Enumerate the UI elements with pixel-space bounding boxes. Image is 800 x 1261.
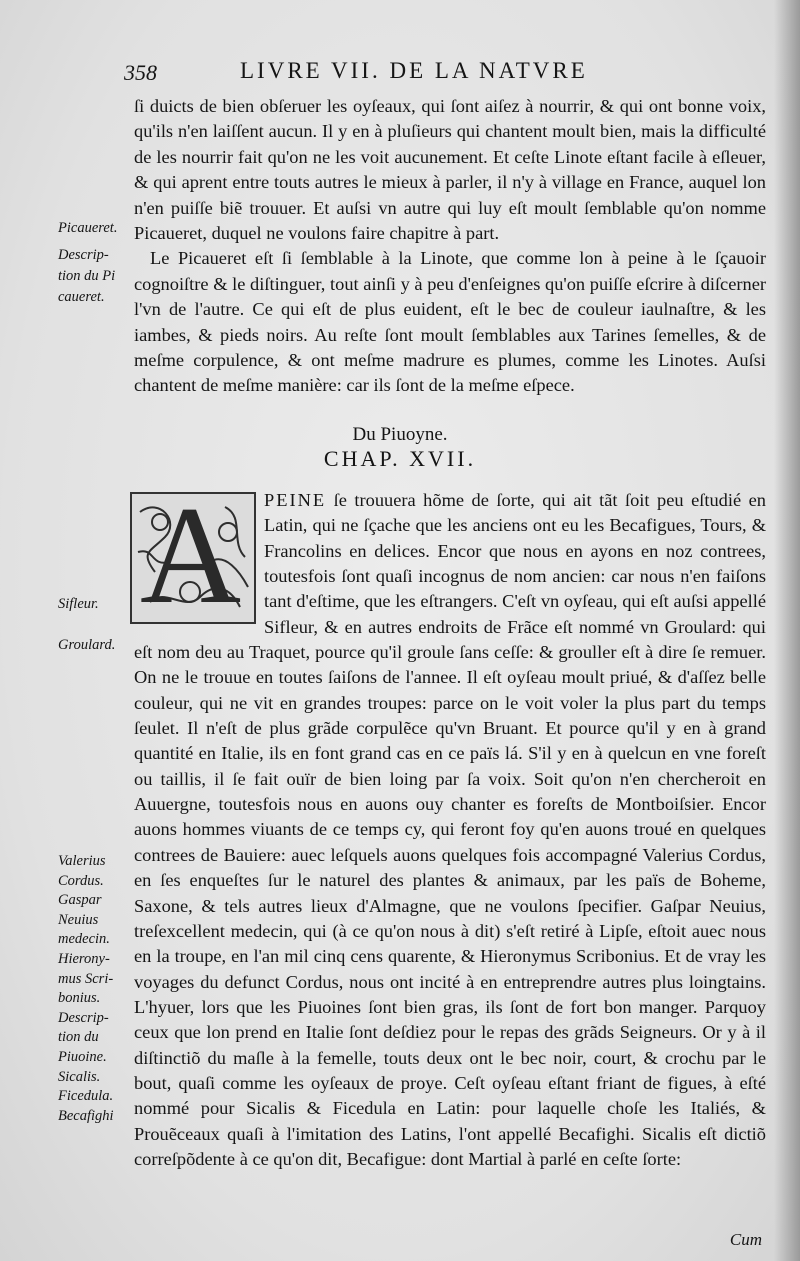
main-text-top [134,94,766,399]
page-edge-shadow [774,0,800,1261]
margin-note-line: tion du [58,1029,99,1046]
margin-note-line: Gaspar [58,892,102,909]
margin-note-sifleur [58,594,132,615]
margin-note-line: medecin. [58,931,110,948]
paragraph-picaueret: Le Picaueret eſt ſi ſemblable à la Linote, que comme lon à peine à le ſçauoir cognoiſtre & le diſtinguer, tout ainſi y à peu d'enſeignes qu'on puiſſe eſcrire à diſcerner l'vn de l'autre. Ce qui eſt de plus euident, eſt le bec de couleur iaulnaſtre, & les iambes, & pieds noirs. Au reſte ſont moult ſemblables aux Tarines ſemelles, & de meſme corpulence, & ont meſme madrure es plumes, comme les Linotes. Auſsi chantent de meſme manière: car ils ſont de la meſme eſpece. [134,248,766,396]
margin-note-line: Descrip- [58,1009,109,1026]
margin-note-line: Sicalis. [58,1068,101,1085]
running-title: LIVRE VII. DE LA NATVRE [240,58,588,83]
margin-note-line: Descrip- [58,247,109,263]
margin-note-line: Becafighi [58,1107,114,1124]
margin-note-line: Neuius [58,911,99,928]
margin-note-line: Groulard. [58,637,116,653]
paragraph-linote: ſi duicts de bien obſeruer les oyſeaux, qui ſont aiſez à nourrir, & qui ont bonne voix, qu'ils n'en laiſſent aucun. Il y en à pluſieurs qui chantent moult bien, mais la difficulté de les nourrir fait qu'on ne les voit aucunement. Et ceſte Linote eſtant facile à eſleuer, & qui aprent entre touts autres le mieux à parler, il n'y à village en France, auquel lon n'en puiſſe biẽ trouuer. Et auſsi vn autre qui luy eſt moult ſemblable qu'on nomme Picaueret, duquel ne voulons faire chapitre à part. [134,96,766,244]
chapter-body-text: ſe trouuera hõme de ſorte, qui ait tãt ſoit peu eſtudié en Latin, qui ne ſçache que les anciens ont eu les Becafigues, Tours, & Francolins en delices. Encor que nous en ayons en noz contrees, toutesfois ſont quaſi incognus de nom ancien: car nous n'en faiſons tant d'eſtime, que les eſtrangers. C'eſt vn oyſeau, qui eſt auſsi appellé Sifleur, & en autres endroits de Frãce eſt nommé vn Groulard: qui eſt nom deu au Traquet, pource qu'il groule ſans ceſſe: & grouller eſt à dire ſe remuer. On ne le trouue en toutes ſaiſons de l'annee. Il eſt oyſeau moult priué, & d'aſſez belle couleur, qui ne vit en grandes troupes: parce on le voit voler la plus part du temps ſeulet. Il n'eſt de plus grãde corpulẽce qu'vn Bruant. Et pource qu'il y en à grand quantité en Italie, ils en font grand cas en ce païs lá. S'il y en à quelcun en vne foreſt ou taillis, il ſe fait ouïr de bien loing par ſa voix. Soit qu'on n'en chercheroit en Auuergne, toutesfois nous en auons ouy chanter es foreſts de Montboiſsier. Encor auons hommes viuants de ce temps cy, qui feront foy qu'en auons troué en quelques contrees de Bauiere: auec leſquels auons quelques fois accompagné Valerius Cordus, en ſes enqueſtes ſur le naturel des plantes & animaux, par les païs de Boheme, Saxone, & tels autres lieux d'Almagne, que ne voulons ſpecifier. Gaſpar Neuius, treſexcellent medecin, qui (à ce qu'on nous à dit) s'eſt retiré à Lipſe, eſtoit auec nous en la troupe, en l'an mil cinq cens quarente, & Hieronymus Scribonius. Et de vray les voyages du defunct Cordus, nous ont incité à en entreprendre autres plus loingtains. L'hyuer, lors que les Piuoines ſont bien gras, ils ſont de fort bon manger. Parquoy ceux que lon prend en Italie ſont deſdiez pour le repas des grãds Seigneurs. Or y à il diſtinctiõ du maſle à la femelle, touts deux ont le bec noir, court, & crochu par le bout, quaſi comme les oyſeaux de proye. Ceſt oyſeau eſtant friant de figues, à eſté nommé pour Sicalis & Ficedula en Latin: pour laquelle choſe les Italiés, & Prouẽceaux quaſi à l'imitation des Latins, l'ont appellé Becafighi. Sicalis eſt dictiõ correſpõdente à ce qu'on dit, Becafigue: dont Martial à parlé en ceſte ſorte: [134,490,766,1169]
chapter-body [134,478,766,1172]
chapter-heading: CHAP. XVII. [323,446,477,471]
margin-note-line: Cordus. [58,872,104,889]
page-header [120,56,760,90]
dropcap-letter: A [140,478,242,633]
margin-note-lower [58,852,132,1126]
margin-note-line: bonius. [58,990,101,1007]
decorated-initial [130,478,256,633]
margin-note-line: mus Scri- [58,970,114,987]
section-subtitle: Du Piuoyne. [352,424,448,445]
margin-note-line: Valerius [58,853,106,869]
margin-note-line: Sifleur. [58,596,99,612]
margin-note-line: tion du Pi [58,268,116,284]
margin-note-line: Piuoine. [58,1048,107,1065]
page-number: 358 [124,60,157,85]
margin-note-line: Hierony- [58,950,110,967]
margin-note-groulard [58,635,132,656]
margin-note-line: Picaueret. [58,220,118,236]
margin-note-line: Ficedula. [58,1088,114,1105]
margin-note-picaueret [58,218,132,308]
catchword: Cum [729,1230,762,1249]
margin-note-line: caueret. [58,289,105,305]
chapter-lead-word: PEINE [264,490,327,510]
